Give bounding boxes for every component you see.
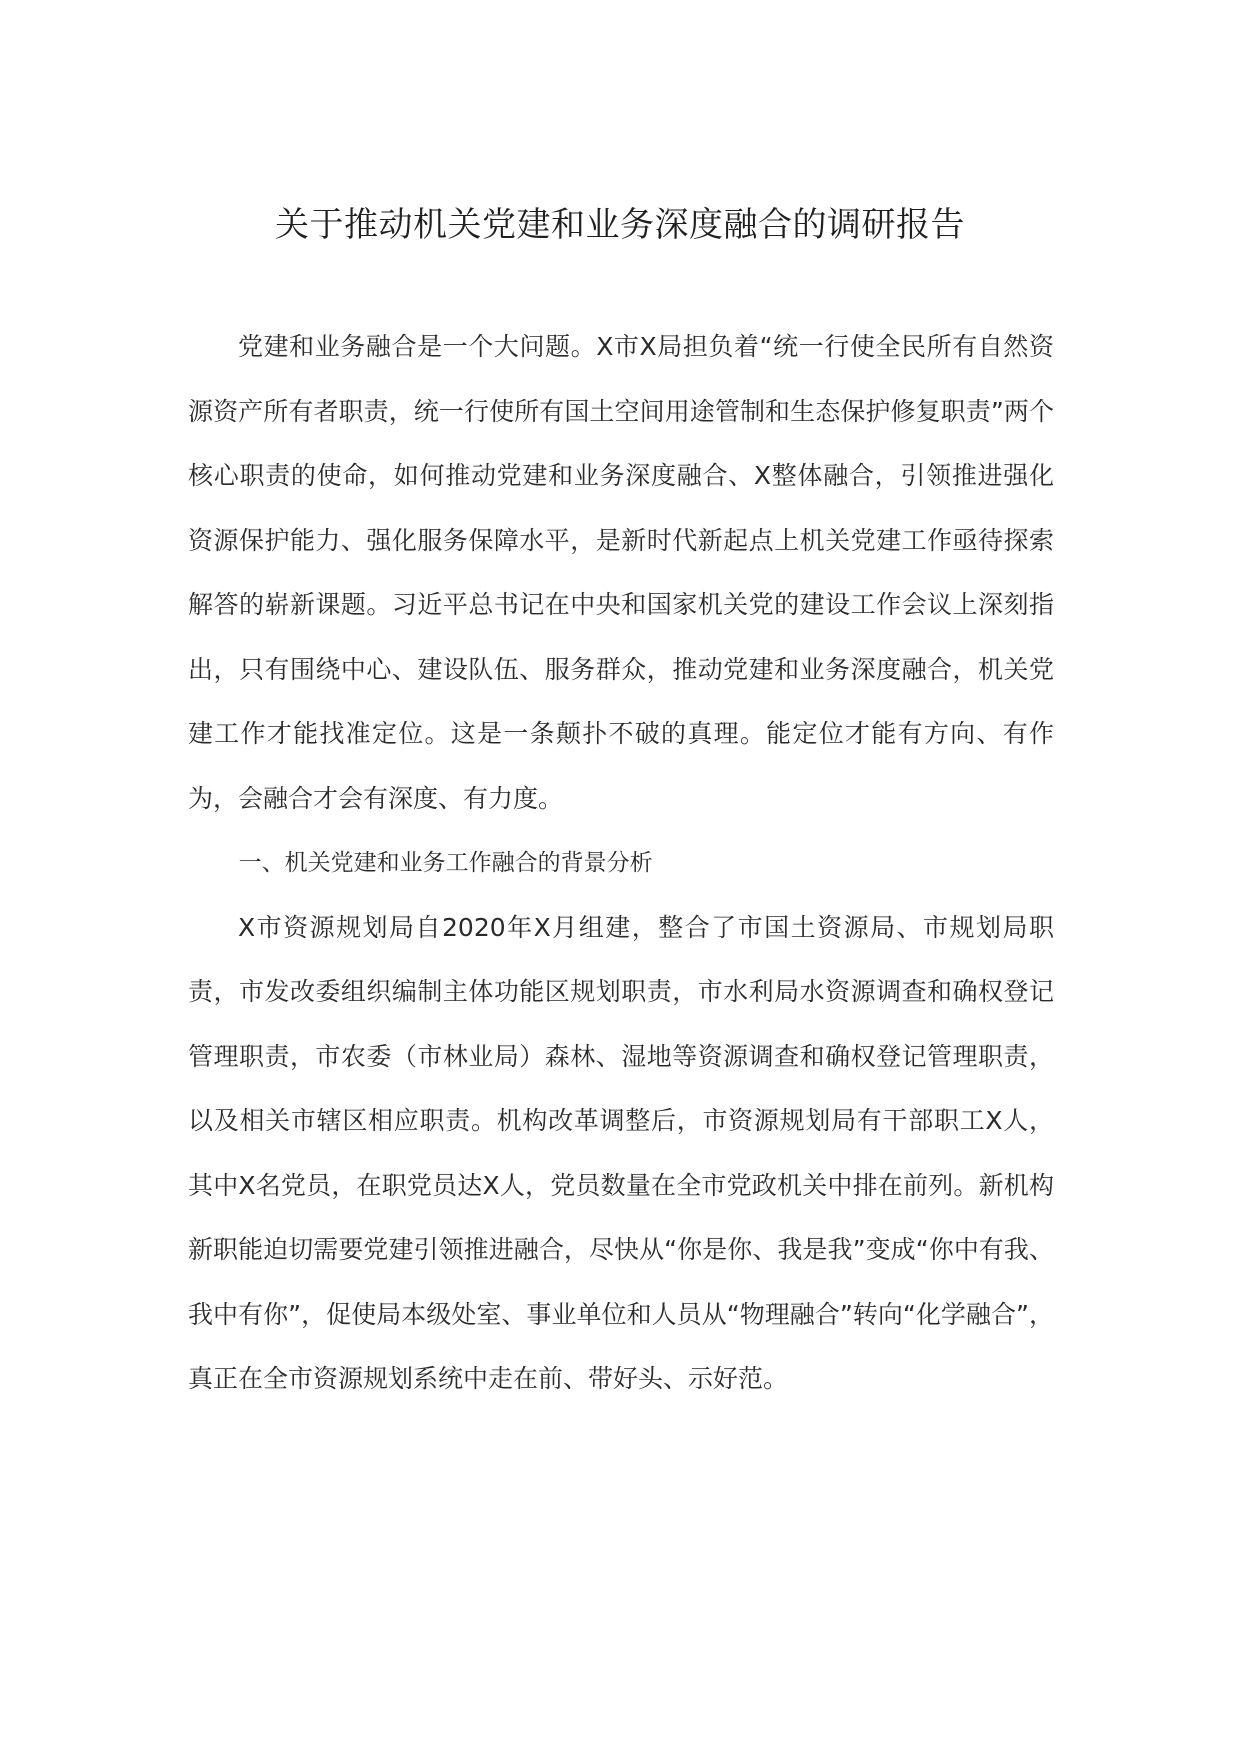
intro-paragraph: 党建和业务融合是一个大问题。X市X局担负着“统一行使全民所有自然资源资产所有者职责，统一行使所有国土空间用途管制和生态保护修复职责”两个核心职责的使命，如何推动党建和业务深度融合、X整体融合，引领推进强化资源保护能力、强化服务保障水平，是新时代新起点上机关党建工作亟待探索解答的崭新课题。习近平总书记在中央和国家机关党的建设工作会议上深刻指出，只有围绕中心、建设队伍、服务群众，推动党建和业务深度融合，机关党建工作才能找准定位。这是一条颠扑不破的真理。能定位才能有方向、有作为，会融合才会有深度、有力度。 [188, 332, 1054, 813]
section-heading-1: 一、机关党建和业务工作融合的背景分析 [238, 850, 653, 876]
document-title: 关于推动机关党建和业务深度融合的调研报告 [275, 205, 965, 245]
document-body [188, 315, 1054, 1412]
section-1-paragraph: X市资源规划局自2020年X月组建，整合了市国土资源局、市规划局职责，市发改委组织编制主体功能区规划职责，市水利局水资源调查和确权登记管理职责，市农委（市林业局）森林、湿地等资源调查和确权登记管理职责，以及相关市辖区相应职责。机构改革调整后，市资源规划局有干部职工X人，其中X名党员，在职党员达X人，党员数量在全市党政机关中排在前列。新机构新职能迫切需要党建引领推进融合，尽快从“你是你、我是我”变成“你中有我、我中有你”，促使局本级处室、事业单位和人员从“物理融合”转向“化学融合”，真正在全市资源规划系统中走在前、带好头、示好范。 [188, 912, 1054, 1393]
